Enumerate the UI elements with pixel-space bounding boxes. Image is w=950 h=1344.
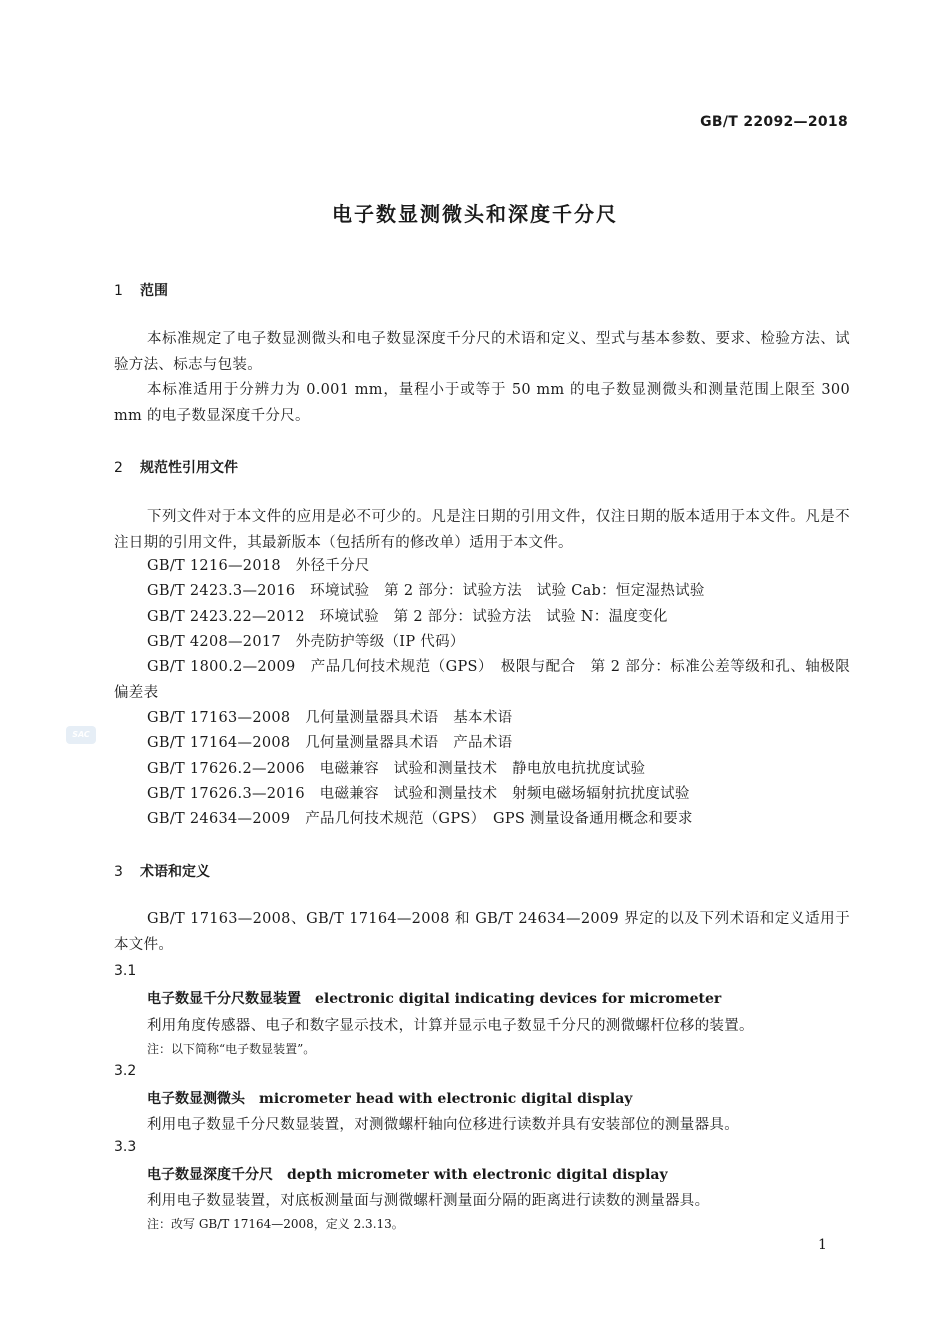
scope-paragraph-1: 本标准规定了电子数显测微头和电子数显深度千分尺的术语和定义、型式与基本参数、要求、检验方法、试验方法、标志与包装。 [114,331,850,373]
term-note: 注：改写 GB/T 17164—2008，定义 2.3.13。 [147,1217,404,1231]
term-title-zh: 电子数显深度千分尺 [147,1167,273,1183]
section-number: 1 [114,283,123,299]
section-title: 范围 [140,283,168,299]
reference-item: GB/T 17626.3—2016 电磁兼容 试验和测量技术 射频电磁场辐射抗扰度试验 [147,786,690,802]
terms-intro: GB/T 17163—2008、GB/T 17164—2008 和 GB/T 24634—2009 界定的以及下列术语和定义适用于本文件。 [114,911,850,953]
section-3-heading [114,861,210,881]
term-title-en: electronic digital indicating devices for micrometer [315,991,722,1007]
reference-item: GB/T 2423.3—2016 环境试验 第 2 部分：试验方法 试验 Cab：恒定湿热试验 [147,583,705,599]
section-title: 术语和定义 [140,864,210,880]
reference-item: GB/T 1800.2—2009 产品几何技术规范（GPS） 极限与配合 第 2 部分：标准公差等级和孔、轴极限偏差表 [114,659,850,701]
section-title: 规范性引用文件 [140,460,238,476]
page-number: 1 [818,1237,827,1253]
section-2-heading [114,457,238,477]
term-note: 注：以下简称“电子数显装置”。 [147,1042,316,1056]
standard-number: GB/T 22092—2018 [700,114,848,130]
term-title [147,988,721,1008]
reference-item: GB/T 17163—2008 几何量测量器具术语 基本术语 [147,710,513,726]
term-title-zh: 电子数显千分尺数显装置 [147,991,301,1007]
section-number: 2 [114,460,123,476]
scope-paragraph-2: 本标准适用于分辨力为 0.001 mm，量程小于或等于 50 mm 的电子数显测微头和测量范围上限至 300 mm 的电子数显深度千分尺。 [114,382,850,424]
section-number: 3 [114,864,123,880]
term-number: 3.3 [114,1139,137,1155]
reference-item: GB/T 24634—2009 产品几何技术规范（GPS） GPS 测量设备通用概念和要求 [147,811,693,827]
term-title-en: micrometer head with electronic digital display [259,1091,633,1107]
term-definition: 利用电子数显装置，对底板测量面与测微螺杆测量面分隔的距离进行读数的测量器具。 [147,1193,710,1209]
document-title: 电子数显测微头和深度千分尺 [332,202,618,226]
reference-item: GB/T 4208—2017 外壳防护等级（IP 代码） [147,634,465,650]
normative-references-intro: 下列文件对于本文件的应用是必不可少的。凡是注日期的引用文件，仅注日期的版本适用于本文件。凡是不注日期的引用文件，其最新版本（包括所有的修改单）适用于本文件。 [114,509,850,551]
term-definition: 利用角度传感器、电子和数字显示技术，计算并显示电子数显千分尺的测微螺杆位移的装置。 [147,1018,754,1034]
term-number: 3.1 [114,963,137,979]
term-definition: 利用电子数显千分尺数显装置，对测微螺杆轴向位移进行读数并具有安装部位的测量器具。 [147,1117,739,1133]
term-title [147,1164,668,1184]
term-title-zh: 电子数显测微头 [147,1091,245,1107]
reference-item: GB/T 1216—2018 外径千分尺 [147,558,370,574]
reference-item: GB/T 2423.22—2012 环境试验 第 2 部分：试验方法 试验 N：温度变化 [147,609,668,625]
term-title [147,1088,632,1108]
term-title-en: depth micrometer with electronic digital display [287,1167,668,1183]
watermark-logo: SAC [66,726,96,744]
reference-item: GB/T 17626.2—2006 电磁兼容 试验和测量技术 静电放电抗扰度试验 [147,761,646,777]
reference-item: GB/T 17164—2008 几何量测量器具术语 产品术语 [147,735,513,751]
section-1-heading [114,280,168,300]
term-number: 3.2 [114,1063,137,1079]
